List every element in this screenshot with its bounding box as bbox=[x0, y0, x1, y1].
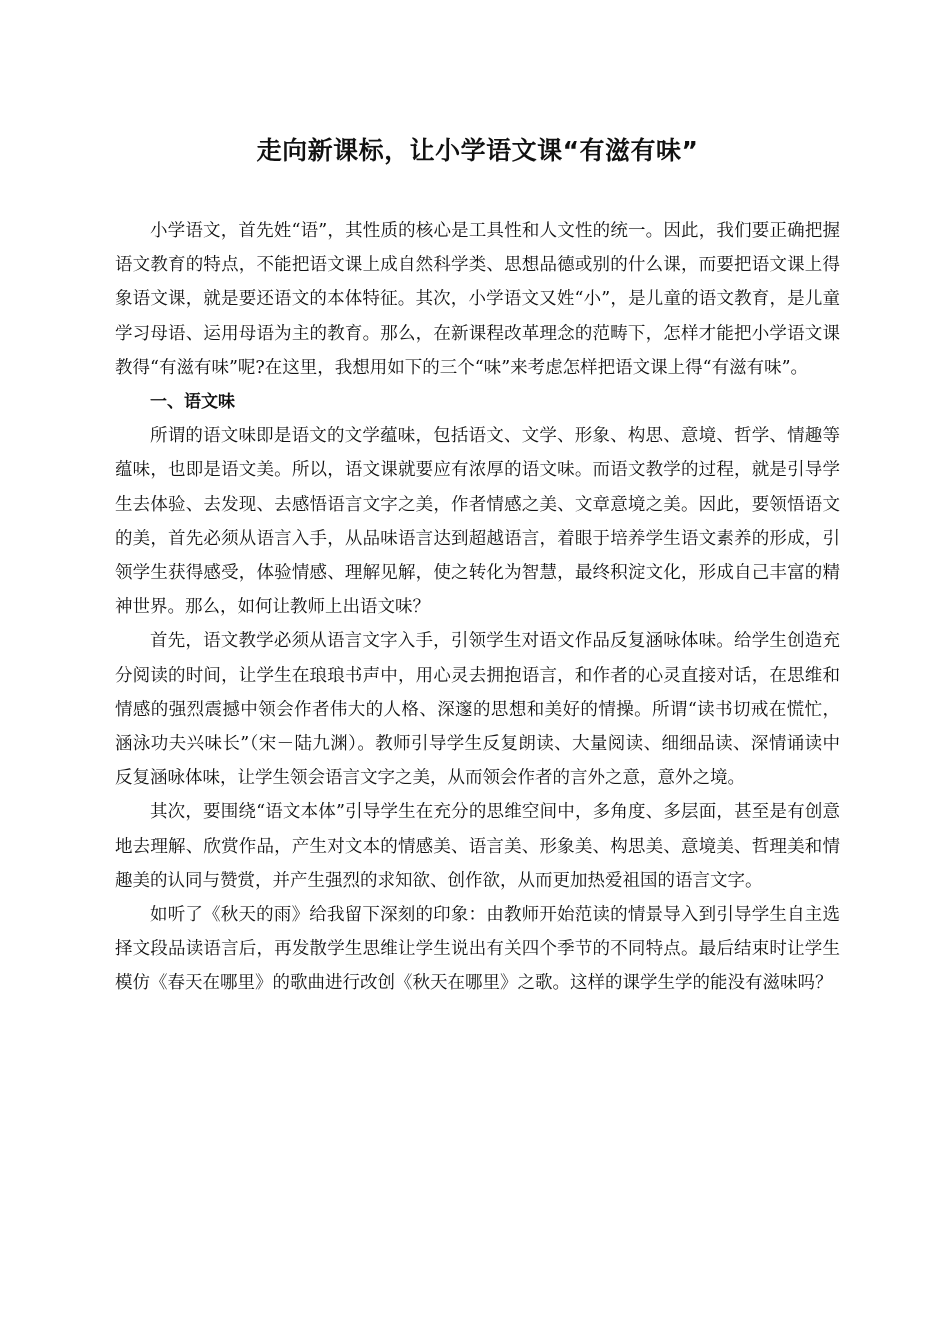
document-title: 走向新课标，让小学语文课“有滋有味” bbox=[256, 136, 699, 165]
section-paragraph-3: 其次，要围绕“语文本体”引导学生在充分的思维空间中，多角度、多层面，甚至是有创意地去理解、欣赏作品，产生对文本的情感美、语言美、形象美、构思美、意境美、哲理美和情趣美的认同与赞赏，并产生强烈的求知欲、创作欲，从而更加热爱祖国的语言文字。 bbox=[115, 802, 840, 891]
section-paragraph-2: 首先，语文教学必须从语言文字入手，引领学生对语文作品反复涵咏体味。给学生创造充分阅读的时间，让学生在琅琅书声中，用心灵去拥抱语言，和作者的心灵直接对话，在思维和情感的强烈震撼中领会作者伟大的人格、深邃的思想和美好的情操。所谓“读书切戒在慌忙，涵泳功夫兴味长”（宋－陆九渊）。教师引导学生反复朗读、大量阅读、细细品读、深情诵读中反复涵咏体味，让学生领会语言文字之美，从而领会作者的言外之意，意外之境。 bbox=[115, 631, 840, 789]
section-paragraph-1: 所谓的语文味即是语文的文学蕴味，包括语文、文学、形象、构思、意境、哲学、情趣等蕴味，也即是语文美。所以，语文课就要应有浓厚的语文味。而语文教学的过程，就是引导学生去体验、去发现、去感悟语言文字之美，作者情感之美、文章意境之美。因此，要领悟语文的美，首先必须从语言入手，从品味语言达到超越语言，着眼于培养学生语文素养的形成，引领学生获得感受，体验情感、理解见解，使之转化为智慧，最终积淀文化，形成自己丰富的精神世界。那么，如何让教师上出语文味？ bbox=[115, 426, 840, 618]
section-paragraph-4: 如听了《秋天的雨》给我留下深刻的印象：由教师开始范读的情景导入到引导学生自主选择文段品读语言后，再发散学生思维让学生说出有关四个季节的不同特点。最后结束时让学生模仿《春天在哪里》的歌曲进行改创《秋天在哪里》之歌。这样的课学生学的能没有滋味吗？ bbox=[115, 905, 840, 994]
intro-paragraph: 小学语文，首先姓“语”，其性质的核心是工具性和人文性的统一。因此，我们要正确把握语文教育的特点，不能把语文课上成自然科学类、思想品德或别的什么课，而要把语文课上得象语文课，就是要还语文的本体特征。其次，小学语文又姓“小”，是儿童的语文教育，是儿童学习母语、运用母语为主的教育。那么，在新课程改革理念的范畴下，怎样才能把小学语文课教得“有滋有味”呢?在这里，我想用如下的三个“味”来考虑怎样把语文课上得“有滋有味”。 bbox=[115, 221, 840, 378]
section-heading: 一、语文味 bbox=[150, 392, 235, 413]
document-body bbox=[115, 214, 840, 1001]
document-page bbox=[115, 0, 840, 1344]
